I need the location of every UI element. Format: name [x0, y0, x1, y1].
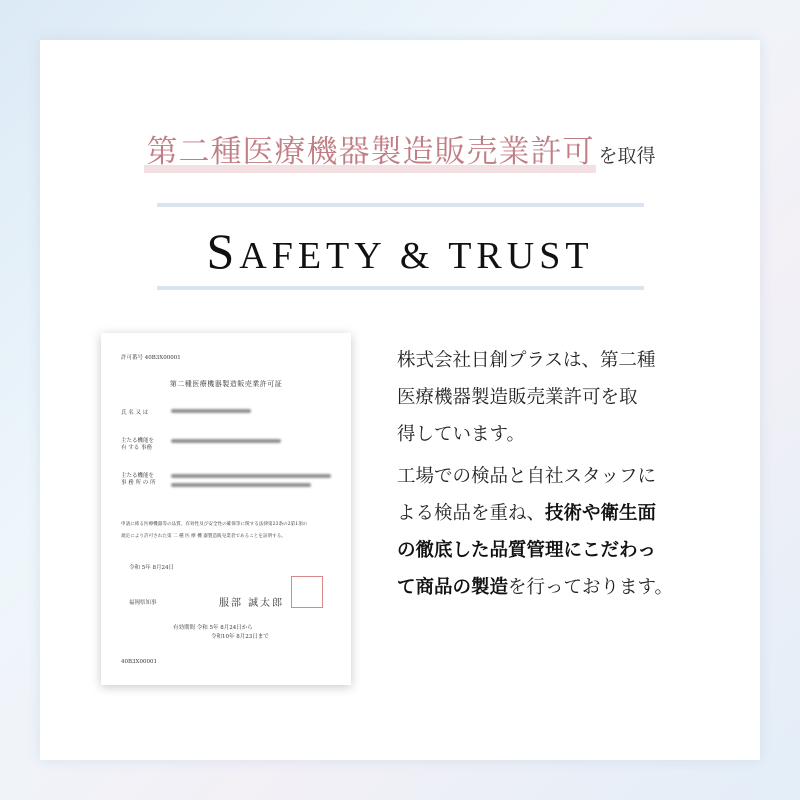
- page-title: SAFETY & TRUST: [206, 223, 594, 279]
- headline-sub: を取得: [598, 145, 656, 167]
- cert-number: 許可番号 40B3X00001: [121, 355, 181, 361]
- cert-redacted: [171, 474, 331, 478]
- cert-field-name: 氏 名 又 は: [121, 410, 149, 416]
- description-bold-run: て商品の製造: [397, 577, 509, 598]
- cert-field-office-1: 主たる機能を: [121, 438, 155, 444]
- cert-field-office-3: 主たる機能を: [121, 473, 155, 479]
- cert-body-1: 申請に係る医療機器等の品質、有効性及び安全性の確保等に関する法律第23条の2第1項の: [121, 522, 308, 527]
- description-run: を行っております。: [508, 577, 674, 598]
- content-card: [40, 40, 760, 760]
- cert-redacted: [171, 483, 311, 487]
- headline-main: 第二種医療機器製造販売業許可: [144, 126, 596, 171]
- cert-body-2: 規定により許可された第 二 種 医 療 機 器製造販売業者であることを証明する。: [121, 534, 286, 539]
- description-run: 株式会社日創プラスは、第二種: [397, 350, 656, 371]
- description-bold-run: 技術や衛生面: [545, 503, 657, 524]
- cert-validity-1: 有効期間 令和 5年 8月24日から: [173, 625, 253, 631]
- cert-field-office-4: 事 務 所 の 所: [121, 480, 156, 486]
- description-line: [397, 532, 727, 569]
- description-run: 工場での検品と自社スタッフに: [397, 466, 657, 487]
- description-line: [397, 569, 727, 606]
- description-line: [397, 458, 727, 495]
- headline: [40, 126, 760, 171]
- cert-signature: 服部 誠太郎: [219, 598, 285, 609]
- description-line: [397, 416, 727, 453]
- cert-redacted: [171, 439, 281, 443]
- cert-field-office-2: 有 する 事務: [121, 445, 152, 451]
- license-certificate: [101, 333, 351, 685]
- cert-issuer: 福岡県知事: [129, 600, 157, 606]
- description-run: 医療機器製造販売業許可を取: [397, 387, 638, 408]
- title-band-top: [157, 203, 644, 207]
- cert-date: 令和 5年 8月24日: [129, 565, 174, 571]
- cert-redacted: [171, 409, 251, 413]
- cert-footer-code: 40B3X00001: [121, 659, 157, 665]
- description-line: [397, 379, 727, 416]
- cert-title: 第二種医療機器製造販売業許可証: [169, 380, 283, 388]
- description-run: よる検品を重ね、: [397, 503, 546, 524]
- description-line: [397, 342, 727, 379]
- cert-validity-2: 令和10年 8月23日まで: [211, 634, 269, 640]
- description-line: [397, 495, 727, 532]
- description-text: [397, 342, 727, 606]
- title-band-bottom: [157, 286, 644, 290]
- official-seal: [291, 576, 323, 608]
- description-bold-run: の徹底した品質管理にこだわっ: [397, 540, 656, 561]
- description-run: 得しています。: [397, 424, 526, 445]
